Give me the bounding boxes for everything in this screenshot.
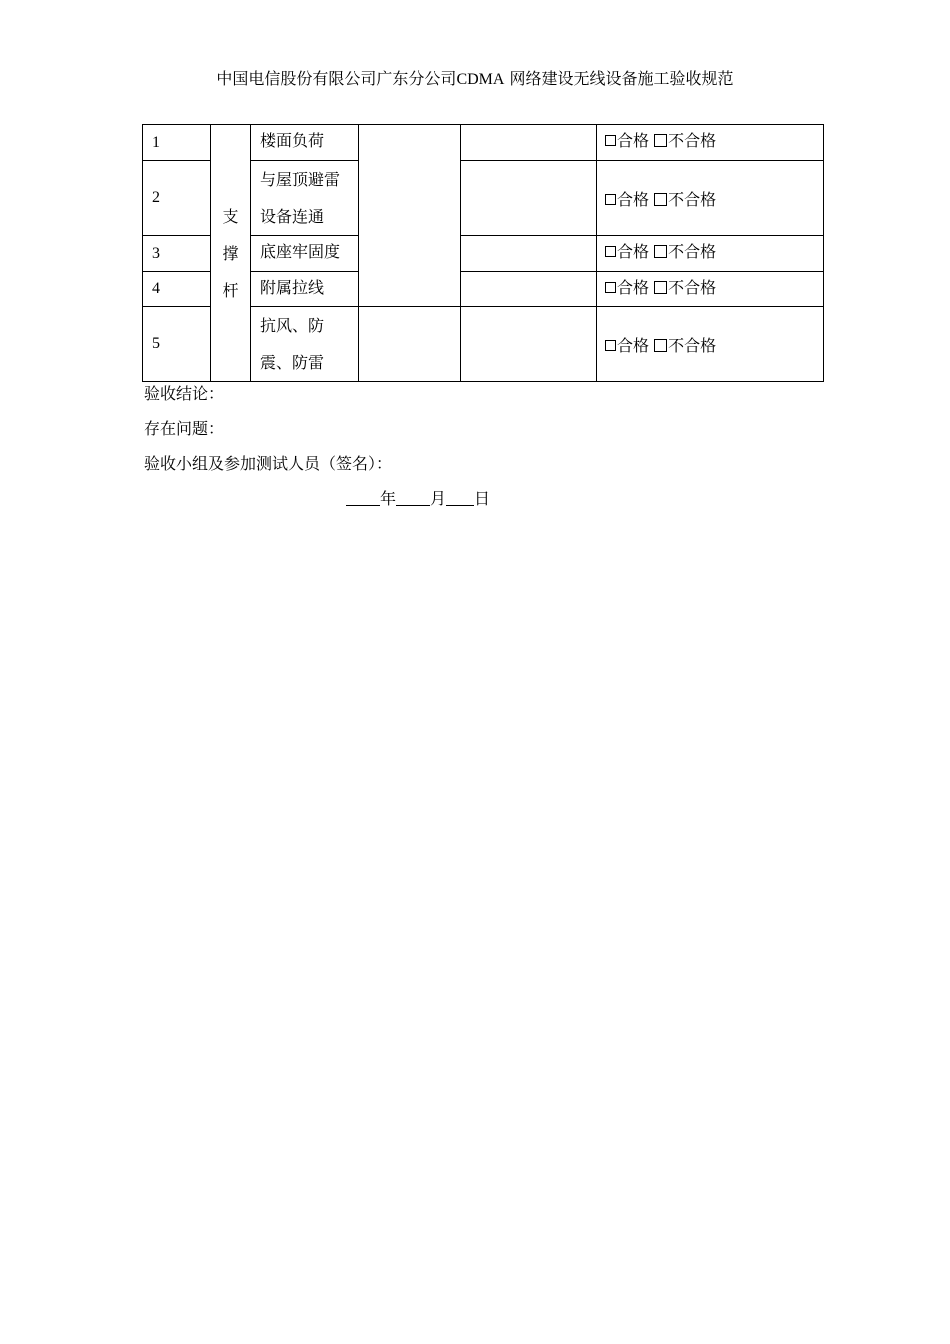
pass-checkbox[interactable] — [605, 282, 616, 293]
result-cell — [597, 272, 824, 307]
pass-checkbox[interactable] — [605, 135, 616, 146]
pass-checkbox[interactable] — [605, 340, 616, 351]
header-title-suffix: 网络建设无线设备施工验收规范 — [509, 69, 734, 88]
group-label-char: 支 — [222, 206, 239, 226]
signers-label: 验收小组及参加测试人员（签名）： — [144, 454, 393, 473]
item-name — [251, 307, 359, 382]
pass-label: 合格 — [617, 189, 650, 209]
empty-cell — [359, 307, 461, 382]
item-line: 附属拉线 — [260, 278, 325, 297]
empty-cell — [461, 236, 597, 272]
page-header — [0, 66, 950, 89]
fail-label: 不合格 — [668, 278, 717, 297]
fail-checkbox[interactable] — [654, 245, 667, 258]
result-cell — [597, 125, 824, 161]
pass-checkbox[interactable] — [605, 246, 616, 257]
pass-label: 合格 — [617, 131, 650, 150]
item-name — [251, 125, 359, 161]
pass-label: 合格 — [617, 335, 650, 355]
row-number: 3 — [143, 236, 211, 272]
empty-cell — [461, 161, 597, 236]
fail-label: 不合格 — [668, 242, 717, 261]
row-number: 4 — [143, 272, 211, 307]
item-name — [251, 161, 359, 236]
month-label: 月 — [430, 489, 447, 508]
acceptance-table — [142, 124, 824, 382]
year-blank[interactable] — [346, 489, 380, 506]
fail-checkbox[interactable] — [654, 281, 667, 294]
item-name — [251, 272, 359, 307]
item-line: 震、防雷 — [260, 353, 325, 372]
item-line: 楼面负荷 — [260, 131, 325, 150]
item-name — [251, 236, 359, 272]
empty-cell — [359, 125, 461, 307]
row-number: 2 — [143, 161, 211, 236]
result-cell — [597, 236, 824, 272]
month-blank[interactable] — [396, 489, 430, 506]
header-title-prefix: 中国电信股份有限公司广东分公司 — [216, 69, 457, 88]
pass-checkbox[interactable] — [605, 194, 616, 205]
date-line — [346, 486, 490, 509]
header-title-latin: CDMA — [456, 71, 505, 88]
empty-cell — [461, 125, 597, 161]
group-label-char: 杆 — [222, 280, 239, 300]
item-line: 抗风、防 — [260, 316, 325, 335]
group-label-char: 撑 — [222, 243, 239, 263]
pass-label: 合格 — [617, 278, 650, 297]
fail-checkbox[interactable] — [654, 339, 667, 352]
day-blank[interactable] — [446, 489, 474, 506]
result-cell — [597, 161, 824, 236]
fail-checkbox[interactable] — [654, 193, 667, 206]
item-line: 底座牢固度 — [260, 242, 341, 261]
item-line: 设备连通 — [260, 207, 325, 226]
empty-cell — [461, 307, 597, 382]
empty-cell — [461, 272, 597, 307]
year-label: 年 — [380, 489, 397, 508]
table-row — [143, 125, 824, 161]
conclusion-label: 验收结论： — [144, 384, 225, 403]
row-number: 1 — [143, 125, 211, 161]
issues-label: 存在问题： — [144, 419, 225, 438]
item-line: 与屋顶避雷 — [260, 170, 341, 189]
row-number: 5 — [143, 307, 211, 382]
pass-label: 合格 — [617, 242, 650, 261]
fail-label: 不合格 — [668, 189, 717, 209]
fail-label: 不合格 — [668, 131, 717, 150]
fail-label: 不合格 — [668, 335, 717, 355]
result-cell — [597, 307, 824, 382]
fail-checkbox[interactable] — [654, 134, 667, 147]
group-label-cell — [211, 125, 251, 382]
day-label: 日 — [474, 489, 491, 508]
